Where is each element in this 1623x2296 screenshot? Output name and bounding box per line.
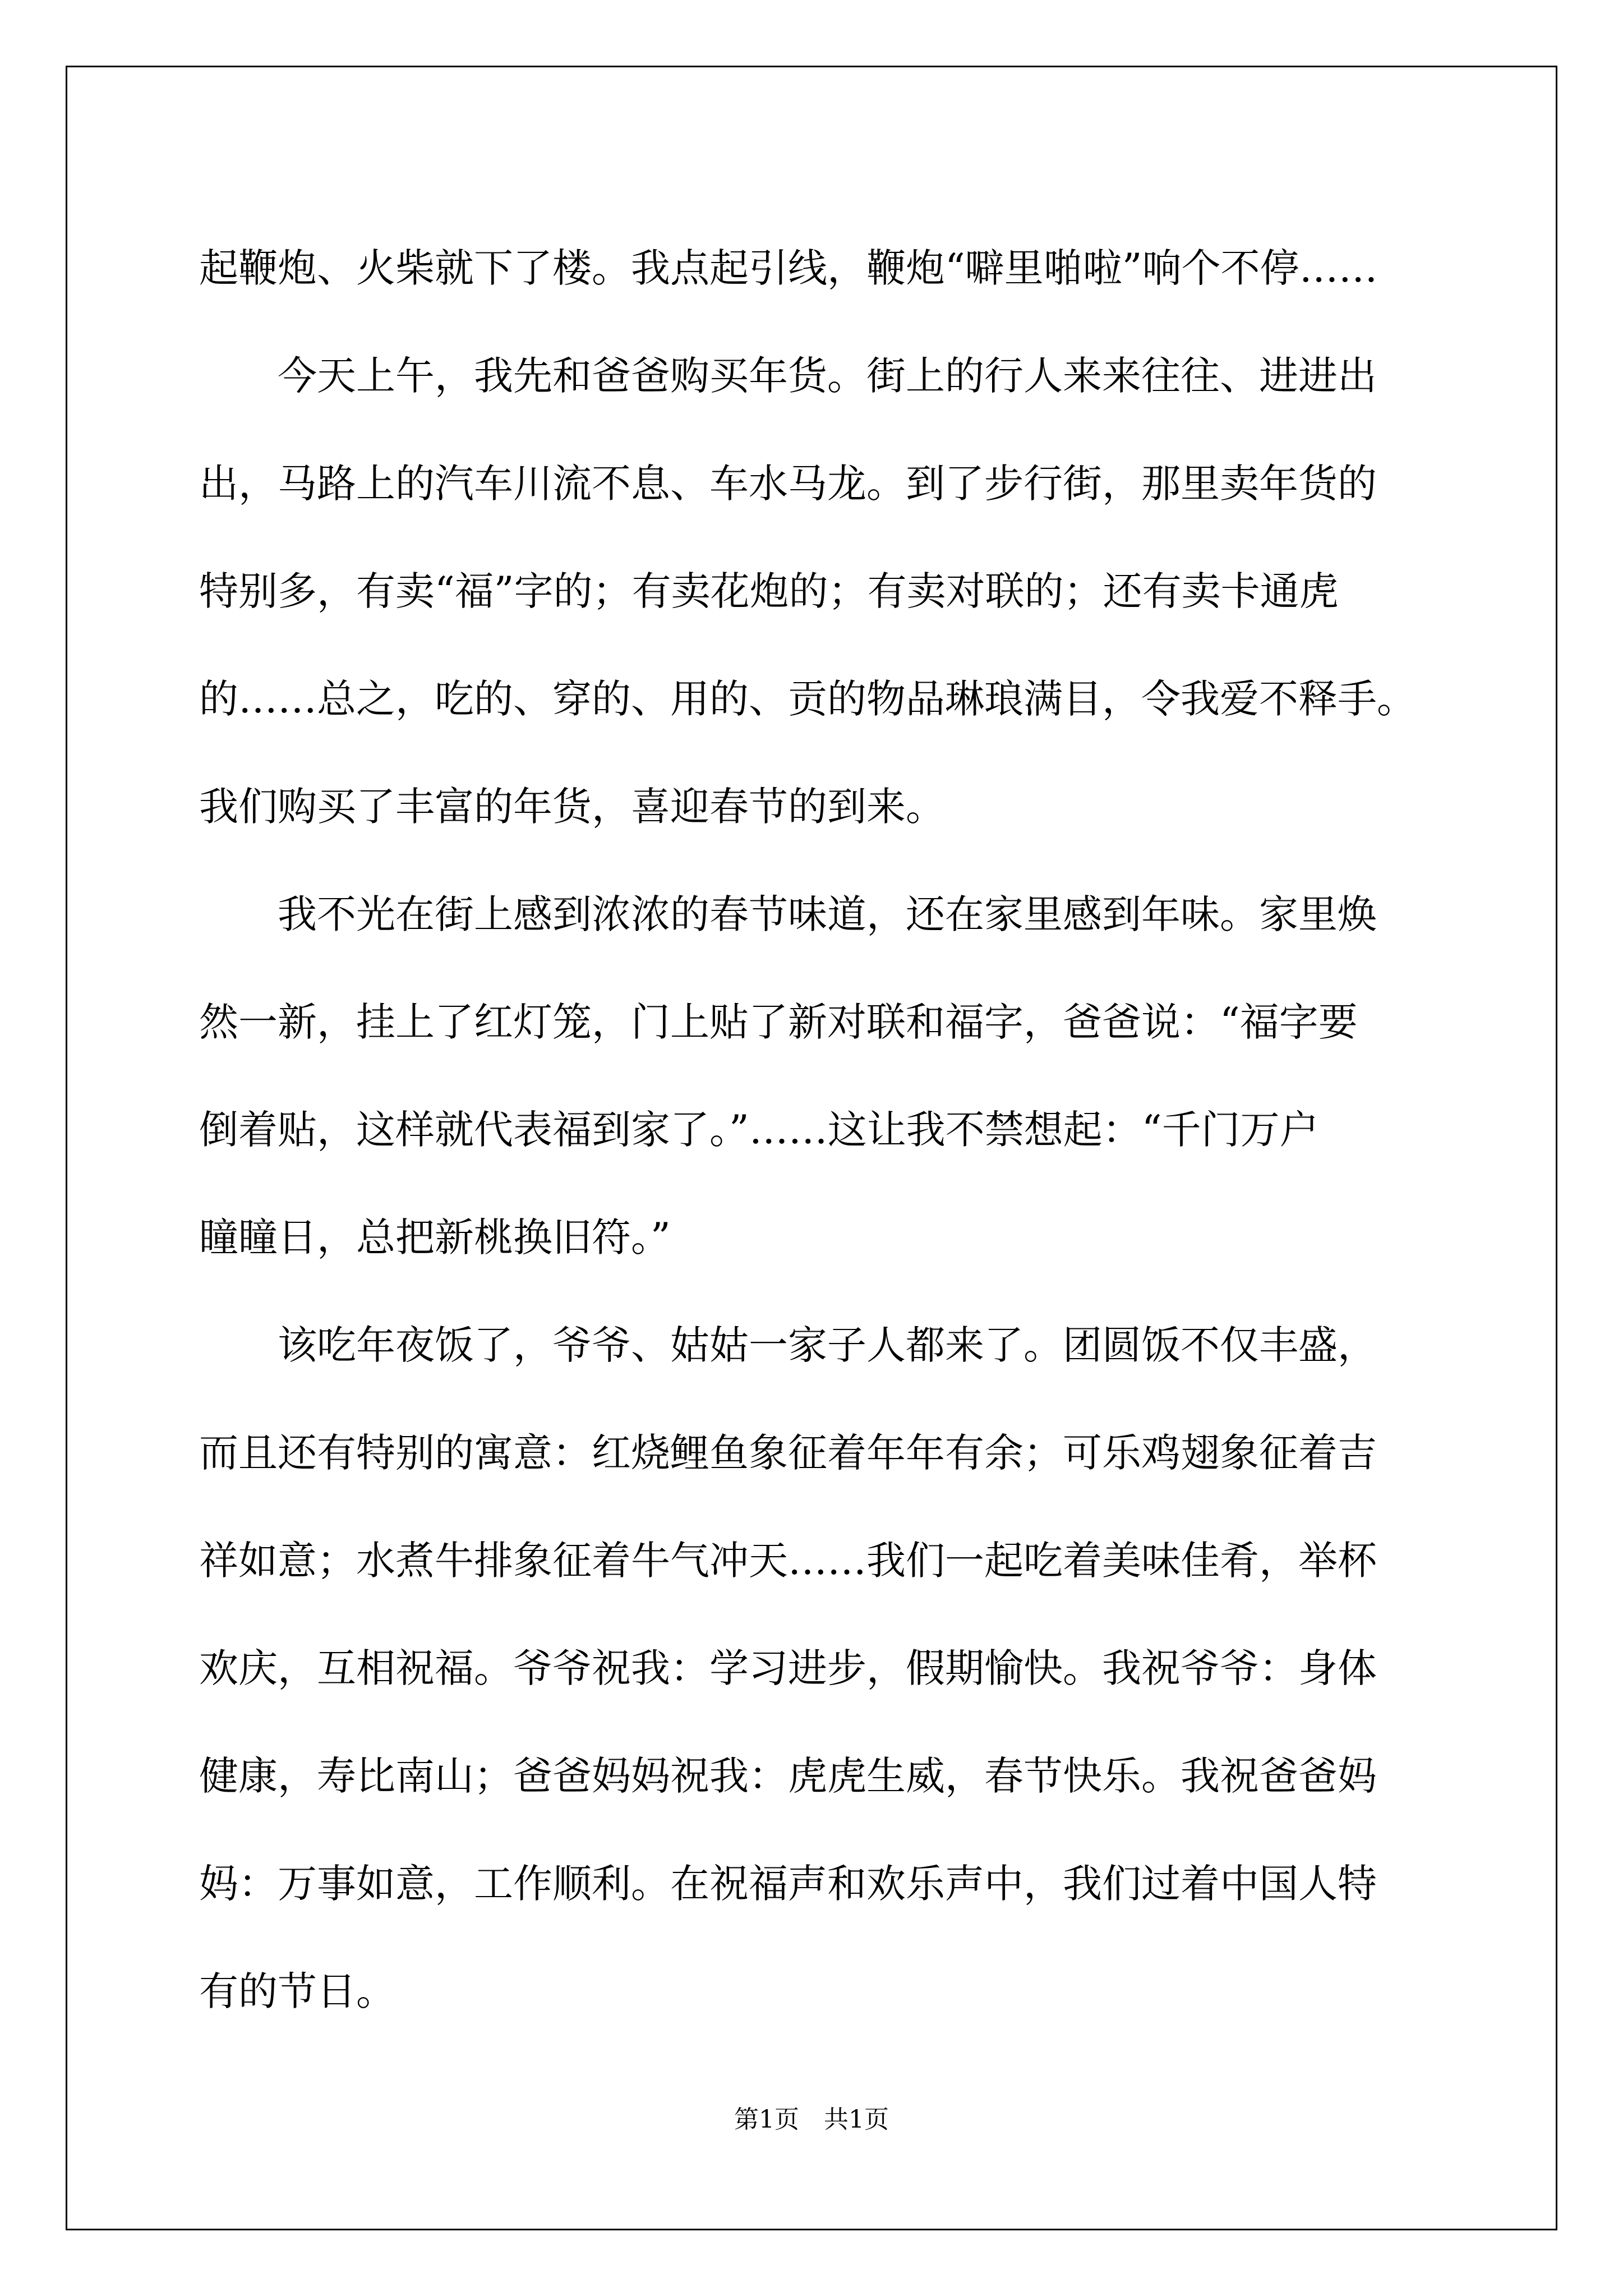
text-line xyxy=(199,1830,1433,1938)
text-line-content: 有的节日。 xyxy=(199,1968,395,2014)
text-line xyxy=(199,968,1433,1076)
text-line xyxy=(199,753,1433,861)
text-line-content: 出，马路上的汽车川流不息、车水马龙。到了步行街，那里卖年货的 xyxy=(199,461,1377,507)
text-line xyxy=(199,861,1433,968)
text-line-content: 起鞭炮、火柴就下了楼。我点起引线，鞭炮“噼里啪啦”响个不停…… xyxy=(199,245,1378,291)
text-line-content: 我们购买了丰富的年货，喜迎春节的到来。 xyxy=(199,784,945,830)
text-line-content: 特别多，有卖“福”字的；有卖花炮的；有卖对联的；还有卖卡通虎 xyxy=(199,568,1339,614)
text-line xyxy=(199,214,1433,322)
text-line xyxy=(199,537,1433,645)
text-line xyxy=(199,322,1433,430)
text-line-content: 欢庆，互相祝福。爷爷祝我：学习进步，假期愉快。我祝爷爷：身体 xyxy=(199,1645,1377,1691)
text-line-content: 倒着贴，这样就代表福到家了。”……这让我不禁想起：“千门万户 xyxy=(199,1107,1319,1153)
text-line xyxy=(199,1291,1433,1399)
text-line-content: 而且还有特别的寓意：红烧鲤鱼象征着年年有余；可乐鸡翅象征着吉 xyxy=(199,1430,1377,1476)
text-line-content: 祥如意；水煮牛排象征着牛气冲天……我们一起吃着美味佳肴，举杯 xyxy=(199,1538,1377,1584)
text-line-content: 然一新，挂上了红灯笼，门上贴了新对联和福字，爸爸说：“福字要 xyxy=(199,999,1358,1045)
text-line-content: 瞳瞳日，总把新桃换旧符。” xyxy=(199,1214,671,1260)
text-line-content: 妈：万事如意，工作顺利。在祝福声和欢乐声中，我们过着中国人特 xyxy=(199,1861,1377,1907)
text-line-content: 今天上午，我先和爸爸购买年货。街上的行人来来往往、进进出 xyxy=(278,353,1377,399)
text-line xyxy=(199,1614,1433,1722)
text-line xyxy=(199,1184,1433,1291)
text-line xyxy=(199,1938,1433,2045)
text-line-content: 我不光在街上感到浓浓的春节味道，还在家里感到年味。家里焕 xyxy=(278,891,1377,937)
text-line xyxy=(199,1399,1433,1507)
page-number: 第1页 共1页 xyxy=(734,2105,889,2134)
text-line xyxy=(199,1076,1433,1184)
text-line-content: 该吃年夜饭了，爷爷、姑姑一家子人都来了。团圆饭不仅丰盛， xyxy=(278,1322,1377,1368)
text-line-content: 的……总之，吃的、穿的、用的、贡的物品琳琅满目，令我爱不释手。 xyxy=(199,676,1416,722)
text-line xyxy=(199,1722,1433,1830)
document-body xyxy=(199,214,1433,2045)
text-line-content: 健康，寿比南山；爸爸妈妈祝我：虎虎生威，春节快乐。我祝爸爸妈 xyxy=(199,1753,1377,1799)
text-line xyxy=(199,1507,1433,1614)
text-line xyxy=(199,430,1433,537)
text-line xyxy=(199,645,1433,753)
